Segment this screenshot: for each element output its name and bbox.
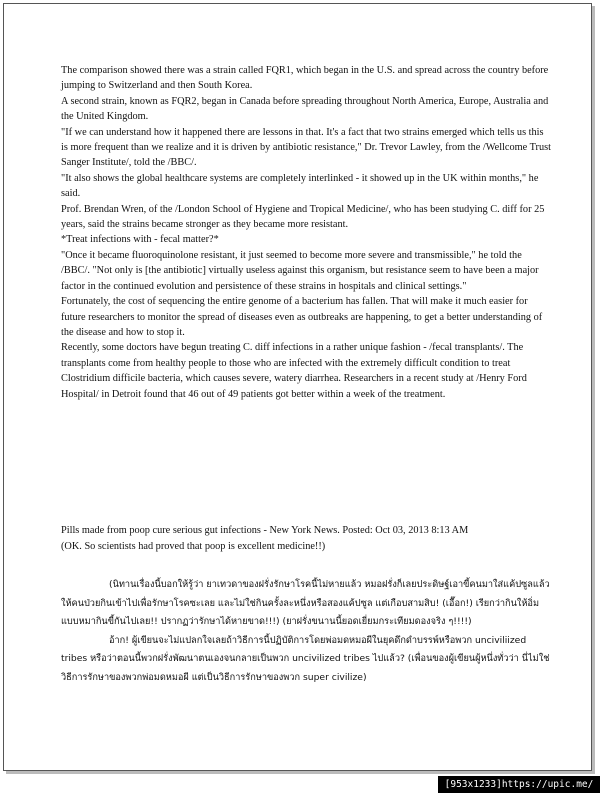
article-paragraph: Prof. Brendan Wren, of the /London School of Hygiene and Tropical Medicine/, who has been studying C. diff for 25 years, said the strains became stronger as they became more resistant. [61,203,545,231]
article-body [61,63,551,402]
source-note: (OK. So scientists had proved that poop is excellent medicine!!) [61,540,326,552]
article-paragraph: The comparison showed there was a strain called FQR1, which began in the U.S. and spread across the country before jumping to Switzerland and then South Korea. [61,65,549,92]
source-line: Pills made from poop cure serious gut infections - New York News. Posted: Oct 03, 2013 8:13 AM [61,525,469,536]
article-paragraph: Fortunately, the cost of sequencing the entire genome of a bacterium has fallen. That will make it much easier for future researchers to monitor the spread of diseases even as outbreaks are happening, to get a better understanding of the disease and how to stop it. [61,296,543,338]
article-subheading: *Treat infections with - fecal matter?* [61,234,219,246]
source-citation [61,523,561,554]
article-paragraph: A second strain, known as FQR2, began in Canada before spreading throughout North America, Europe, Australia and the United Kingdom. [61,95,549,123]
article-paragraph: "It also shows the global healthcare systems are completely interlinked - it showed up in the UK within months," he said. [61,172,539,200]
thai-commentary [61,576,551,688]
article-paragraph: "Once it became fluoroquinolone resistant, it just seemed to become more severe and transmissible," he told the /BBC/. "Not only is [the antibiotic] virtually useless against this organism, but resistance seem to have been a major factor in the continued evolution and persistence of these strains in hospitals and clinical settings." [61,249,539,292]
article-paragraph: "If we can understand how it happened there are lessons in that. It's a fact that two strains emerged which tells us this is more frequent than we realize and it is driven by antibiotic resistance," Dr. Trevor Lawley, from the /Wellcome Trust Sanger Institute/, told the /BBC/. [61,126,551,169]
watermark-bar: [953x1233]https://upic.me/ [438,776,600,793]
commentary-paragraph [61,576,551,632]
document-page [3,3,592,771]
commentary-text: อ้าก! ผู้เขียนจะไม่แปลกใจเลยถ้าวิธีการนี้ปฏิบัติการโดยพ่อมดหมอผีในยุคดึกดำบรรพ์หรือพวก unciviliized tribes หรือว่าตอนนี้พวกฝรั่งพัฒนาตนเองจนกลายเป็นพวก uncivilized tribes ไปแล้ว? (เพื่อนของผู้เขียนผู้หนึ่งทั่วว่า นี่ไม่ใช่วิธีการรักษาของพวกพ่อมดหมอผี แต่เป็นวิธีการรักษาของพวก super civilize) [61,634,550,683]
commentary-text: (นิทานเรื่องนี้บอกให้รู้ว่า ยาเทวดาของฝรั่งรักษาโรคนี้ไม่หายแล้ว หมอฝรั่งก็เลยประดิษฐ์เอาขี้คนมาใส่แค้ปซูลแล้วให้คนป่วยกินเข้าไปเพื่อรักษาโรคซะเลย และไม่ใช่กินครั้งละหนึ่งหรือสองแค้ปซูล แต่เกือบสามสิบ! (เอื๊อก!) เรียกว่ากินให้อิ่มแบบหมากินขี้กันไปเลย!! ปรากฏว่ารักษาได้หายขาด!!!) (ยาฝรั่งขนานนี้ยอดเยี่ยมกระเทียมดองจริง ๆ!!!!) [61,579,550,628]
article-paragraph: Recently, some doctors have begun treating C. diff infections in a rather unique fashion - /fecal transplants/. The transplants come from healthy people to those who are infected with the extremely difficult condition to treat Clostridium difficile bacteria, which causes severe, watery diarrhea. Researchers in a recent study at /Henry Ford Hospital/ in Detroit found that 46 out of 49 patients got better within a week of the treatment. [61,342,527,400]
commentary-paragraph [61,632,551,688]
